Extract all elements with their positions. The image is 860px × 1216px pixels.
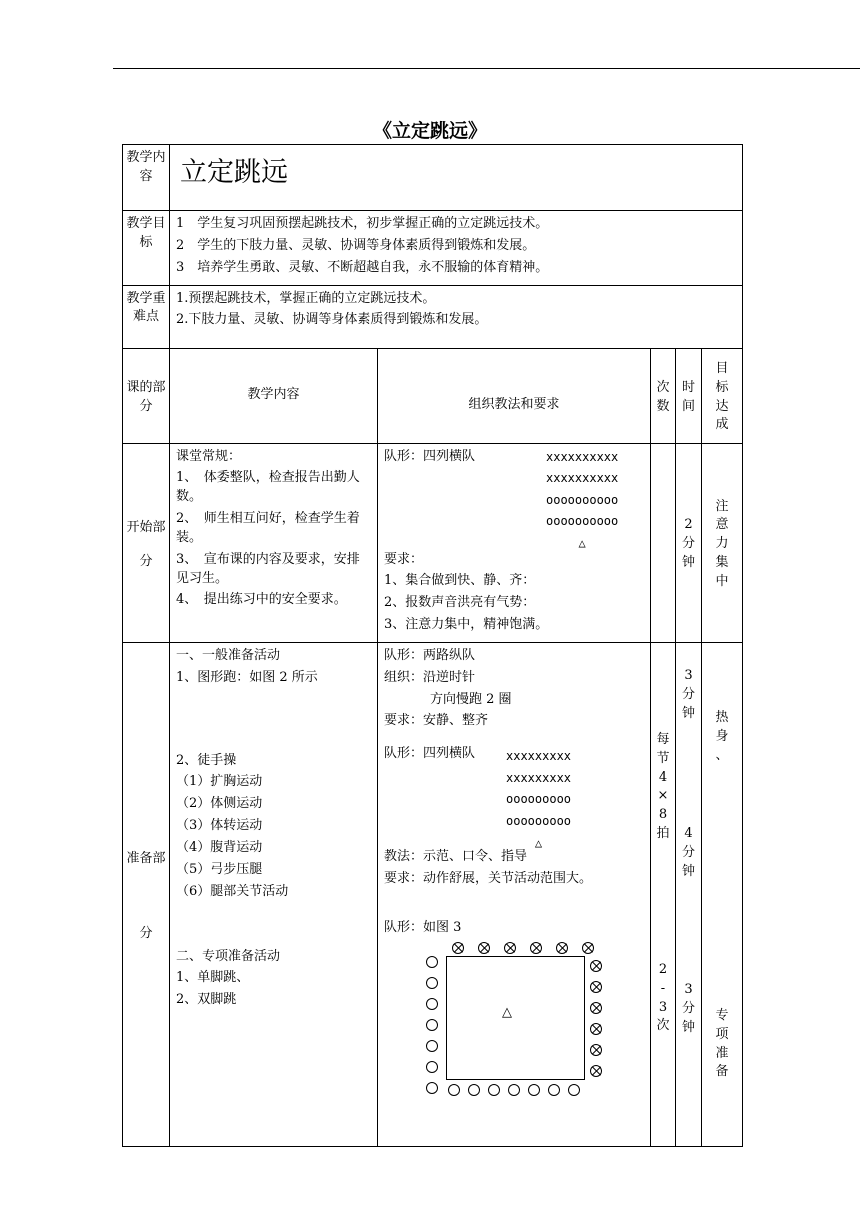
page-title: 《立定跳远》 xyxy=(372,120,487,142)
target-1: 热 身 、 xyxy=(715,709,729,763)
crossed-circle-marker xyxy=(582,942,594,954)
formation-row: oooooooooo xyxy=(546,514,619,529)
crossed-circle-marker xyxy=(504,942,516,954)
crossed-circle-marker xyxy=(530,942,542,954)
figure-3-diagram xyxy=(420,942,680,1097)
special-prep-title: 二、专项准备活动 xyxy=(176,948,281,964)
header-rule xyxy=(113,68,860,69)
formation-row: xxxxxxxxx xyxy=(506,749,572,764)
time-3: 3 分 钟 xyxy=(681,981,695,1035)
crossed-circle-marker xyxy=(590,1044,602,1056)
m1-req: 要求：安静、整齐 xyxy=(384,713,489,729)
crossed-circle-marker xyxy=(590,981,602,993)
circle-marker xyxy=(528,1084,540,1096)
count-2: 2 - 3 次 xyxy=(656,961,670,1034)
circle-marker xyxy=(468,1084,480,1096)
keypoints-list xyxy=(170,285,743,348)
field-rectangle xyxy=(446,956,585,1080)
prep-method xyxy=(378,642,651,1146)
crossed-circle-marker xyxy=(452,942,464,954)
circle-marker xyxy=(426,1040,438,1052)
start-content xyxy=(170,443,378,642)
prep-content xyxy=(170,642,378,1146)
formation-row: xxxxxxxxxx xyxy=(546,449,619,464)
prep-target xyxy=(702,642,743,1146)
content-value: 立定跳远 xyxy=(170,145,743,211)
formation-row: oooooooooo xyxy=(546,492,619,507)
circle-marker xyxy=(508,1084,520,1096)
crossed-circle-marker xyxy=(590,1002,602,1014)
header-method: 组织教法和要求 xyxy=(378,348,651,443)
crossed-circle-marker xyxy=(590,1023,602,1035)
general-prep-title: 一、一般准备活动 xyxy=(176,647,281,663)
circle-marker xyxy=(426,956,438,968)
teacher-triangle: △ xyxy=(502,1004,512,1020)
goal-item: 3 培养学生勇敢、灵敏、不断超越自我，永不服输的体育精神。 xyxy=(176,259,549,275)
header-time: 时间 xyxy=(676,348,702,443)
teacher-marker: △ xyxy=(578,535,586,550)
count-1: 每 节 4 × 8 拍 xyxy=(656,731,670,842)
m1-org2: 方向慢跑 2 圈 xyxy=(430,691,512,707)
lesson-plan-table xyxy=(122,144,743,1147)
formation-row: ooooooooo xyxy=(506,814,572,829)
exercise-item: （5）弓步压腿 xyxy=(176,861,263,877)
start-formation-label: 队形：四列横队 xyxy=(384,448,476,464)
start-content-item: 1、 体委整队，检查报告出勤人数。 xyxy=(176,470,360,505)
start-content-item: 4、 提出练习中的安全要求。 xyxy=(176,592,347,608)
circle-marker xyxy=(426,977,438,989)
exercise-item: （2）体侧运动 xyxy=(176,796,263,812)
content-label: 教学内容 xyxy=(123,145,170,211)
keypoint-item: 1.预摆起跳技术，掌握正确的立定跳远技术。 xyxy=(176,290,436,306)
crossed-circle-marker xyxy=(556,942,568,954)
start-content-item: 2、 师生相互问好，检查学生着装。 xyxy=(176,511,360,545)
circle-marker xyxy=(426,998,438,1010)
formation-row: ooooooooo xyxy=(506,792,572,807)
circle-marker xyxy=(548,1084,560,1096)
start-target: 注 意 力 集 中 xyxy=(702,443,743,642)
start-req: 2、报数声音洪亮有气势： xyxy=(384,595,536,611)
circle-marker xyxy=(426,1061,438,1073)
special-item: 2、双脚跳 xyxy=(176,992,237,1008)
goals-label: 教学目标 xyxy=(123,211,170,286)
crossed-circle-marker xyxy=(590,960,602,972)
m1-formation: 队形：两路纵队 xyxy=(384,647,476,663)
keypoint-item: 2.下肢力量、灵敏、协调等身体素质得到锻炼和发展。 xyxy=(176,312,488,328)
target-2: 专 项 准 备 xyxy=(715,1007,729,1080)
m2-req: 要求：动作舒展，关节活动范围大。 xyxy=(384,871,593,887)
start-part-label: 开始部分 xyxy=(123,443,170,642)
m3-formation: 队形：如图 3 xyxy=(384,919,462,935)
start-content-item: 课堂常规： xyxy=(176,448,242,464)
header-content: 教学内容 xyxy=(170,348,378,443)
start-time: 2 分 钟 xyxy=(676,443,702,642)
header-target: 目 标 达 成 xyxy=(702,348,743,443)
m2-method: 教法：示范、口令、指导 xyxy=(384,849,528,865)
circle-marker xyxy=(426,1019,438,1031)
keypoints-label: 教学重难点 xyxy=(123,285,170,348)
prep-part-label: 准备部分 xyxy=(123,642,170,1146)
circle-marker xyxy=(488,1084,500,1096)
goals-list xyxy=(170,211,743,286)
exercise-item: （6）腿部关节活动 xyxy=(176,883,289,899)
circle-marker xyxy=(426,1082,438,1094)
circle-marker xyxy=(568,1084,580,1096)
goal-item: 1 学生复习巩固预摆起跳技术，初步掌握正确的立定跳远技术。 xyxy=(176,216,549,231)
exercise-item: （1）扩胸运动 xyxy=(176,774,263,790)
start-req: 3、注意力集中，精神饱满。 xyxy=(384,617,549,633)
start-method xyxy=(378,443,651,642)
goal-item: 2 学生的下肢力量、灵敏、协调等身体素质得到锻炼和发展。 xyxy=(176,237,536,253)
formation-row: xxxxxxxxxx xyxy=(546,471,619,486)
time-1: 3 分 钟 xyxy=(681,667,695,721)
header-part: 课的部分 xyxy=(123,348,170,443)
exercise-item: （3）体转运动 xyxy=(176,818,263,834)
teacher-marker: △ xyxy=(534,835,543,850)
prep-count xyxy=(651,642,676,1146)
formation-row: xxxxxxxxx xyxy=(506,770,572,785)
exercise-title: 2、徒手操 xyxy=(176,752,237,768)
header-count: 次数 xyxy=(651,348,676,443)
special-item: 1、单脚跳、 xyxy=(176,970,250,986)
start-count xyxy=(651,443,676,642)
general-run: 1、图形跑：如图 2 所示 xyxy=(176,669,318,685)
crossed-circle-marker xyxy=(590,1065,602,1077)
exercise-item: （4）腹背运动 xyxy=(176,839,263,855)
m2-formation: 队形：四列横队 xyxy=(384,746,476,762)
start-req: 1、集合做到快、静、齐： xyxy=(384,573,536,589)
start-content-item: 3、 宣布课的内容及要求，安排见习生。 xyxy=(176,551,360,586)
prep-time xyxy=(676,642,702,1146)
time-2: 4 分 钟 xyxy=(681,825,695,879)
circle-marker xyxy=(448,1084,460,1096)
crossed-circle-marker xyxy=(478,942,490,954)
start-req-title: 要求： xyxy=(384,551,424,567)
m1-org: 组织：沿逆时针 xyxy=(384,669,476,685)
